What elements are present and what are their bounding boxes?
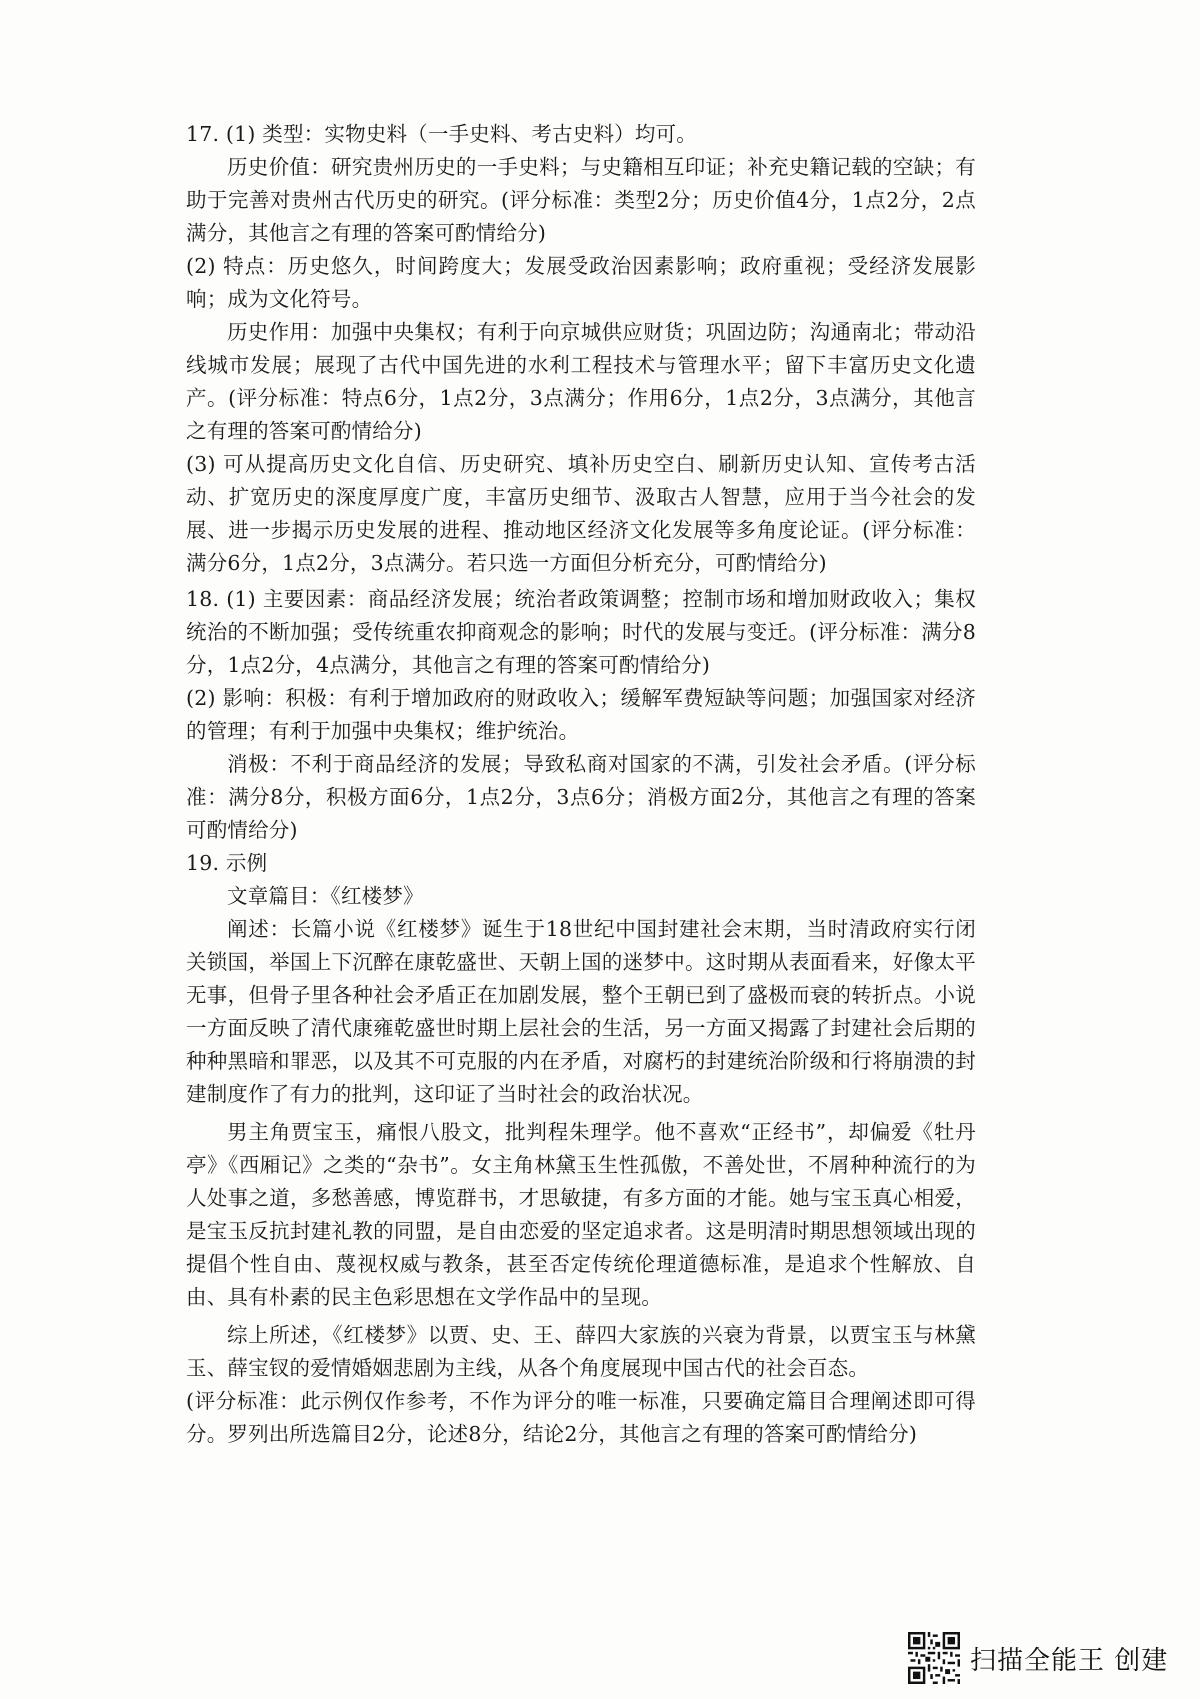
q19-exposition: 阐述：长篇小说《红楼梦》诞生于18世纪中国封建社会末期，当时清政府实行闭关锁国，举国上下沉醉在康乾盛世、天朝上国的迷梦中。这时期从表面看来，好像太平无事，但骨子里各种社会矛盾正在加剧发展，整个王朝已到了盛极而衰的转折点。小说一方面反映了清代康雍乾盛世时期上层社会的生活，另一方面又揭露了封建社会后期的种种黑暗和罪恶，以及其不可克服的内在矛盾，对腐朽的封建统治阶级和行将崩溃的封建制度作了有力的批判，这印证了当时社会的政治状况。 — [186, 917, 976, 1106]
qr-code-icon — [908, 1632, 960, 1684]
q19-scoring: (评分标准：此示例仅作参考，不作为评分的唯一标准，只要确定篇目合理阐述即可得分。罗列出所选篇目2分，论述8分，结论2分，其他言之有理的答案可酌情给分) — [186, 1389, 976, 1446]
q17-part2-role: 历史作用：加强中央集权；有利于向京城供应财货；巩固边防；沟通南北；带动沿线城市发展；展现了古代中国先进的水利工程技术与管理水平；留下丰富历史文化遗产。(评分标准：特点6分，1点2分，3点满分；作用6分，1点2分，3点满分，其他言之有理的答案可酌情给分) — [186, 320, 976, 443]
answer-key-content — [186, 118, 976, 1451]
q17-part2-features: (2) 特点：历史悠久，时间跨度大；发展受政治因素影响；政府重视；受经济发展影响；成为文化符号。 — [186, 254, 976, 311]
q17-part3: (3) 可从提高历史文化自信、历史研究、填补历史空白、刷新历史认知、宣传考古活动、扩宽历史的深度厚度广度，丰富历史细节、汲取古人智慧，应用于当今社会的发展、进一步揭示历史发展的进程、推动地区经济文化发展等多角度论证。(评分标准：满分6分，1点2分，3点满分。若只选一方面但分析充分，可酌情给分) — [186, 452, 976, 575]
q17-part1-type: 17. (1) 类型：实物史料（一手史料、考古史料）均可。 — [186, 122, 697, 146]
scanner-watermark — [908, 1632, 1168, 1684]
q19-characters: 男主角贾宝玉，痛恨八股文，批判程朱理学。他不喜欢“正经书”，却偏爱《牡丹亭》《西厢记》之类的“杂书”。女主角林黛玉生性孤傲，不善处世，不屑种种流行的为人处事之道，多愁善感，博览群书，才思敏捷，有多方面的才能。她与宝玉真心相爱，是宝玉反抗封建礼教的同盟，是自由恋爱的坚定追求者。这是明清时期思想领域出现的提倡个性自由、蔑视权威与教条，甚至否定传统伦理道德标准，是追求个性解放、自由、具有朴素的民主色彩思想在文学作品中的呈现。 — [186, 1120, 976, 1309]
q18-part2-positive: (2) 影响：积极：有利于增加政府的财政收入；缓解军费短缺等问题；加强国家对经济的管理；有利于加强中央集权；维护统治。 — [186, 686, 976, 743]
q19-title: 文章篇目：《红楼梦》 — [227, 884, 424, 908]
q17-part1-value: 历史价值：研究贵州历史的一手史料；与史籍相互印证；补充史籍记载的空缺；有助于完善对贵州古代历史的研究。(评分标准：类型2分；历史价值4分，1点2分，2点满分，其他言之有理的答案可酌情给分) — [186, 155, 976, 245]
q18-part1: 18. (1) 主要因素：商品经济发展；统治者政策调整；控制市场和增加财政收入；集权统治的不断加强；受传统重农抑商观念的影响；时代的发展与变迁。(评分标准：满分8分，1点2分，4点满分，其他言之有理的答案可酌情给分) — [186, 587, 976, 677]
q19-conclusion: 综上所述，《红楼梦》以贾、史、王、薛四大家族的兴衰为背景，以贾宝玉与林黛玉、薛宝钗的爱情婚姻悲剧为主线，从各个角度展现中国古代的社会百态。 — [186, 1323, 976, 1380]
scanner-brand-label: 扫描全能王 创建 — [970, 1645, 1169, 1676]
q19-label: 19. 示例 — [186, 851, 268, 875]
q18-part2-negative: 消极：不利于商品经济的发展；导致私商对国家的不满，引发社会矛盾。(评分标准：满分8分，积极方面6分，1点2分，3点6分；消极方面2分，其他言之有理的答案可酌情给分) — [186, 752, 976, 842]
